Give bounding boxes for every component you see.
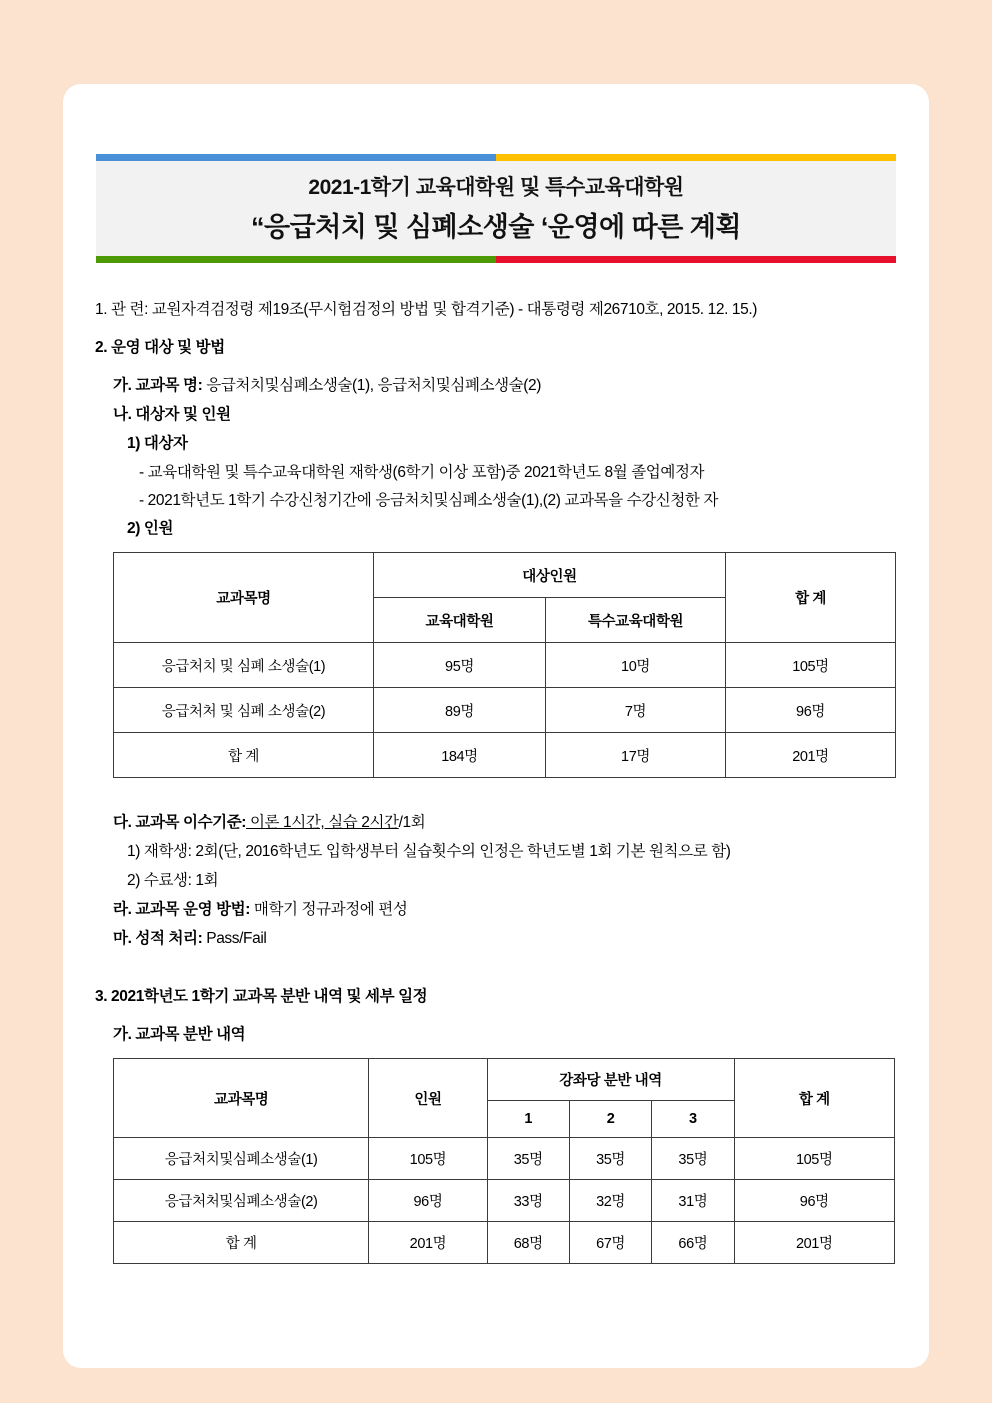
table-row [114, 1138, 895, 1180]
section-2-da-2: 2) 수료생: 1회 [127, 872, 219, 889]
section-2-ma-value: Pass/Fail [202, 930, 267, 947]
cell-d2: 32명 [569, 1180, 651, 1222]
section-2-da-underline: 이론 1시간, 실습 2시간 [246, 814, 399, 831]
section-2-na-1-dash1: - 교육대학원 및 특수교육대학원 재학생(6학기 이상 포함)중 2021학년도 8월 졸업예정자 [139, 464, 705, 481]
cell-d3: 66명 [652, 1222, 734, 1264]
title-top-bar-right [496, 154, 896, 161]
section-3-heading: 3. 2021학년도 1학기 교과목 분반 내역 및 세부 일정 [95, 988, 428, 1005]
title-bottom-bar-right [496, 256, 896, 263]
th-division: 강좌당 분반 내역 [487, 1059, 734, 1101]
document-body [95, 154, 897, 1264]
section-2-ga-value: 응급처치및심폐소생술(1), 응급처치및심폐소생술(2) [202, 377, 542, 394]
spacer [95, 778, 897, 788]
page-title-line1: 2021-1학기 교육대학원 및 특수교육대학원 [308, 176, 684, 199]
cell-subject: 응급처처 및 심폐 소생술(2) [114, 688, 374, 733]
cell-total: 96명 [734, 1180, 894, 1222]
cell-count: 105명 [369, 1138, 487, 1180]
cell-count: 201명 [369, 1222, 487, 1264]
th-total: 합 계 [734, 1059, 894, 1138]
cell-subject: 합 계 [114, 733, 374, 778]
th-count: 인원 [369, 1059, 487, 1138]
section-2-na-1: 1) 대상자 [127, 435, 188, 452]
th-subject: 교과목명 [114, 1059, 369, 1138]
section-2-ra-label: 라. 교과목 운영 방법: [113, 901, 250, 918]
cell-special: 17명 [546, 733, 726, 778]
document-page [63, 84, 929, 1368]
cell-special: 10명 [546, 643, 726, 688]
section-2-ra [113, 897, 897, 919]
cell-total: 201명 [726, 733, 896, 778]
cell-total: 105명 [726, 643, 896, 688]
table-row [114, 688, 896, 733]
cell-d1: 68명 [487, 1222, 569, 1264]
cell-d1: 35명 [487, 1138, 569, 1180]
cell-count: 96명 [369, 1180, 487, 1222]
cell-d3: 31명 [652, 1180, 734, 1222]
section-2-da [113, 810, 897, 832]
section-1-related [95, 297, 897, 319]
cell-special: 7명 [546, 688, 726, 733]
section-2-na-2: 2) 인원 [127, 520, 174, 537]
section-3-ga: 가. 교과목 분반 내역 [113, 1026, 246, 1043]
table-header-row [114, 553, 896, 598]
section-2-da-rest: /1회 [398, 814, 426, 831]
title-bottom-bar [96, 256, 896, 263]
table-row-total [114, 733, 896, 778]
cell-subject: 응급처처및심폐소생술(2) [114, 1180, 369, 1222]
cell-d2: 67명 [569, 1222, 651, 1264]
section-1-text: 1. 관 련: 교원자격검정령 제19조(무시험검정의 방법 및 합격기준) - 대통령령 제26710호, 2015. 12. 15.) [95, 301, 757, 318]
cell-subject: 응급처치및심폐소생술(1) [114, 1138, 369, 1180]
th-subject: 교과목명 [114, 553, 374, 643]
cell-grad: 95명 [374, 643, 546, 688]
cell-grad: 89명 [374, 688, 546, 733]
section-2-ra-value: 매학기 정규과정에 편성 [249, 901, 408, 918]
section-2-ga [113, 373, 897, 395]
section-2-da-label: 다. 교과목 이수기준: [113, 814, 247, 831]
th-grad-school: 교육대학원 [374, 598, 546, 643]
table-row-total [114, 1222, 895, 1264]
section-2-ma-label: 마. 성적 처리: [113, 930, 203, 947]
section-2-da-1: 1) 재학생: 2회(단, 2016학년도 입학생부터 실습횟수의 인정은 학년도별 1회 기본 원칙으로 함) [127, 843, 731, 860]
cell-subject: 합 계 [114, 1222, 369, 1264]
section-2-ma [113, 926, 897, 948]
th-special-grad-school: 특수교육대학원 [546, 598, 726, 643]
cell-total: 201명 [734, 1222, 894, 1264]
document-title-block [96, 154, 896, 263]
title-top-bar-left [96, 154, 496, 161]
cell-d3: 35명 [652, 1138, 734, 1180]
title-bottom-bar-left [96, 256, 496, 263]
cell-total: 96명 [726, 688, 896, 733]
page-title-line2: “응급처치 및 심폐소생술 ‘운영에 따른 계획 [251, 212, 741, 242]
title-top-bar [96, 154, 896, 161]
th-target: 대상인원 [374, 553, 726, 598]
section-2-heading: 2. 운영 대상 및 방법 [95, 339, 225, 356]
cell-total: 105명 [734, 1138, 894, 1180]
th-division-1: 1 [487, 1101, 569, 1138]
table-header-row [114, 1059, 895, 1101]
cell-grad: 184명 [374, 733, 546, 778]
division-table [113, 1058, 895, 1264]
cell-d2: 35명 [569, 1138, 651, 1180]
th-division-2: 2 [569, 1101, 651, 1138]
th-division-3: 3 [652, 1101, 734, 1138]
title-text-area [96, 161, 896, 256]
enrollment-table [113, 552, 896, 778]
table-row [114, 643, 896, 688]
table-row [114, 1180, 895, 1222]
cell-subject: 응급처치 및 심폐 소생술(1) [114, 643, 374, 688]
document-content [95, 297, 897, 1264]
section-2-ga-label: 가. 교과목 명: [113, 377, 203, 394]
th-total: 합 계 [726, 553, 896, 643]
section-2-na: 나. 대상자 및 인원 [113, 406, 231, 423]
cell-d1: 33명 [487, 1180, 569, 1222]
section-2-na-1-dash2: - 2021학년도 1학기 수강신청기간에 응금처치및심폐소생술(1),(2) 교과목을 수강신청한 자 [139, 492, 718, 509]
